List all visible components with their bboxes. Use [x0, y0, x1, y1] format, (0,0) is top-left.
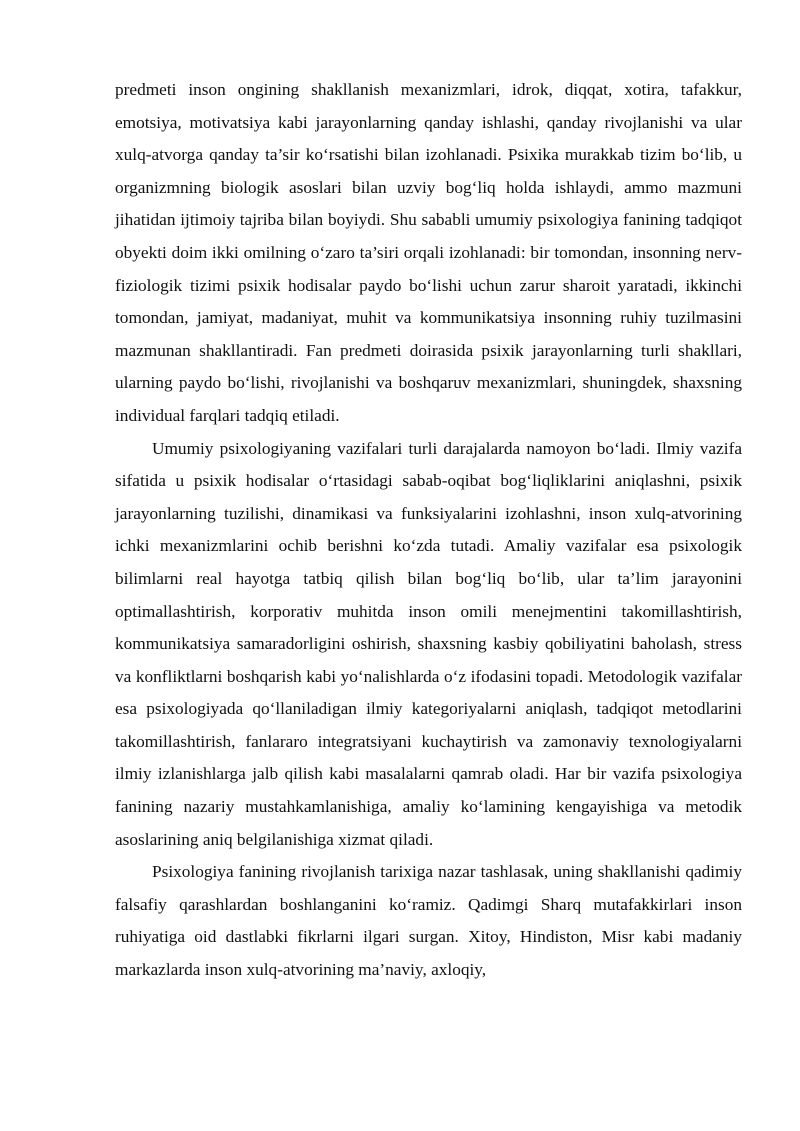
paragraph-2: Umumiy psixologiyaning vazifalari turli darajalarda namoyon bo‘ladi. Ilmiy vazifa sifatida u psixik hodisalar o‘rtasidagi sabab-oqibat bog‘liqliklarini aniqlashni, psixik jarayonlarning tuzilishi, dinamikasi va funksiyalarini izohlashni, inson xulq-atvorining ichki mexanizmlarini ochib berishni ko‘zda tutadi. Amaliy vazifalar esa psixologik bilimlarni real hayotga tatbiq qilish bilan bog‘liq bo‘lib, ular ta’lim jarayonini optimallashtirish, korporativ muhitda inson omili menejmentini takomillashtirish, kommunikatsiya samaradorligini oshirish, shaxsning kasbiy qobiliyatini baholash, stress va konfliktlarni boshqarish kabi yo‘nalishlarda o‘z ifodasini topadi. Metodologik vazifalar esa psixologiyada qo‘llaniladigan ilmiy kategoriyalarni aniqlash, tadqiqot metodlarini takomillashtirish, fanlararo integratsiyani kuchaytirish va zamonaviy texnologiyalarni ilmiy izlanishlarga jalb qilish kabi masalalarni qamrab oladi. Har bir vazifa psixologiya fanining nazariy mustahkamlanishiga, amaliy ko‘lamining kengayishiga va metodik asoslarining aniq belgilanishiga xizmat qiladi. [115, 438, 742, 849]
paragraph-3: Psixologiya fanining rivojlanish tarixiga nazar tashlasak, uning shakllanishi qadimiy falsafiy qarashlardan boshlanganini ko‘ramiz. Qadimgi Sharq mutafakkirlari inson ruhiyatiga oid dastlabki fikrlarni ilgari surgan. Xitoy, Hindiston, Misr kabi madaniy markazlarda inson xulq-atvorining ma’naviy, axloqiy, [115, 862, 742, 980]
document-page [115, 74, 742, 987]
paragraph-1: predmeti inson ongining shakllanish mexanizmlari, idrok, diqqat, xotira, tafakkur, emotsiya, motivatsiya kabi jarayonlarning qanday ishlashi, qanday rivojlanishi va ular xulq-atvorga qanday ta’sir ko‘rsatishi bilan izohlanadi. Psixika murakkab tizim bo‘lib, u organizmning biologik asoslari bilan uzviy bog‘liq holda ishlaydi, ammo mazmuni jihatidan ijtimoiy tajriba bilan boyiydi. Shu sababli umumiy psixologiya fanining tadqiqot obyekti doim ikki omilning o‘zaro ta’siri orqali izohlanadi: bir tomondan, insonning nerv-fiziologik tizimi psixik hodisalar paydo bo‘lishi uchun zarur sharoit yaratadi, ikkinchi tomondan, jamiyat, madaniyat, muhit va kommunikatsiya insonning ruhiy tuzilmasini mazmunan shakllantiradi. Fan predmeti doirasida psixik jarayonlarning turli shakllari, ularning paydo bo‘lishi, rivojlanishi va boshqaruv mexanizmlari, shuningdek, shaxsning individual farqlari tadqiq etiladi. [115, 80, 742, 425]
